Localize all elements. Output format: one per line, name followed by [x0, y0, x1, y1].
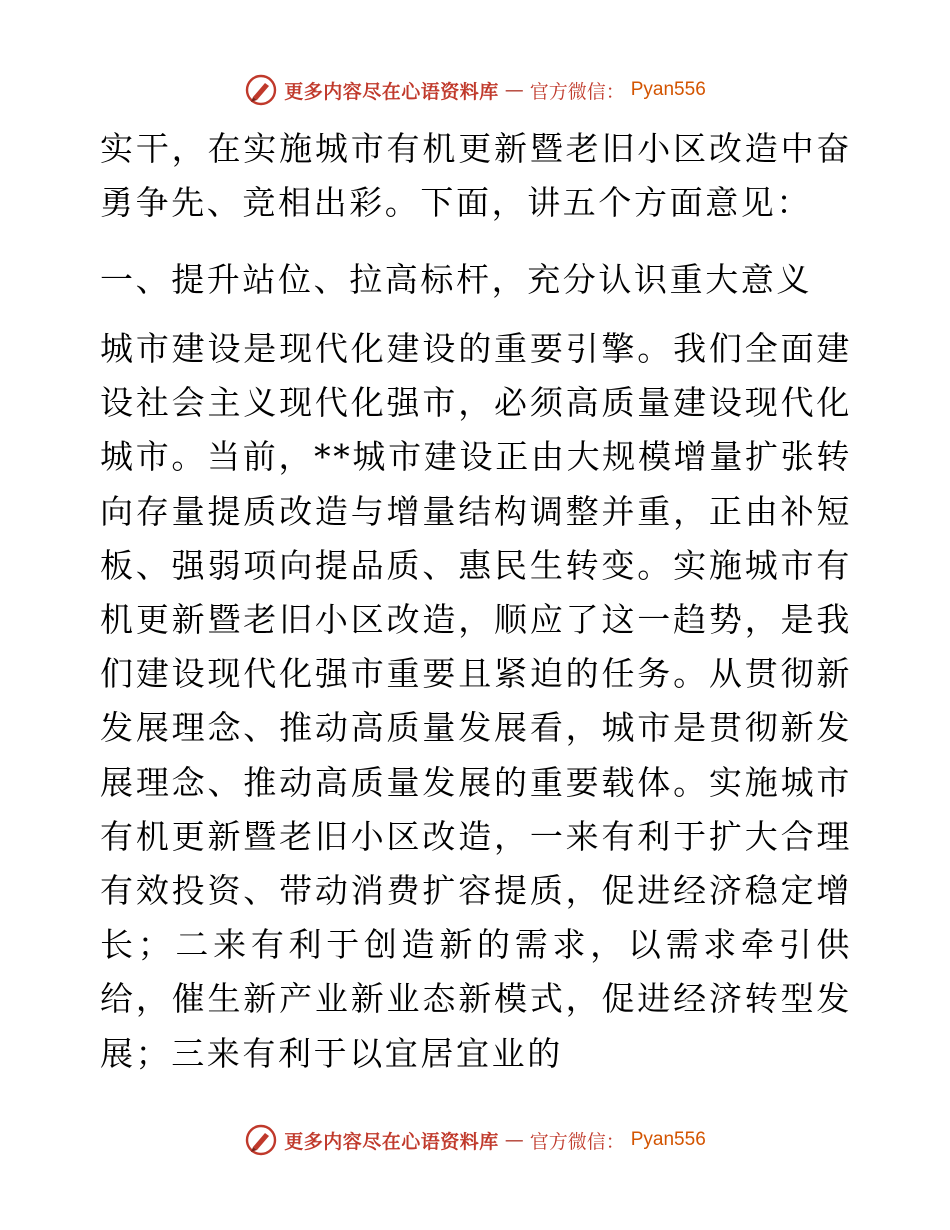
intro-paragraph: 实干，在实施城市有机更新暨老旧小区改造中奋勇争先、竞相出彩。下面，讲五个方面意见： — [100, 129, 852, 223]
watermark-sub-text: 官方微信： — [529, 1130, 625, 1153]
document-body — [100, 122, 852, 1082]
pen-logo-icon — [244, 1123, 278, 1157]
watermark-dash: — — [504, 1129, 524, 1151]
watermark-wechat-id: Pyan556 — [630, 79, 706, 100]
pen-logo-icon — [244, 73, 278, 107]
header-watermark — [0, 68, 950, 112]
watermark-dash: — — [504, 79, 524, 101]
watermark-wechat-id: Pyan556 — [630, 1129, 706, 1150]
section-heading: 一、提升站位、拉高标杆，充分认识重大意义 — [100, 260, 812, 299]
watermark-sub-text: 官方微信： — [529, 80, 625, 103]
watermark-main-text: 更多内容尽在心语资料库 — [284, 80, 499, 103]
body-paragraph: 城市建设是现代化建设的重要引擎。我们全面建设社会主义现代化强市，必须高质量建设现代化城市。当前，**城市建设正由大规模增量扩张转向存量提质改造与增量结构调整并重，正由补短板、强弱项向提品质、惠民生转变。实施城市有机更新暨老旧小区改造，顺应了这一趋势，是我们建设现代化强市重要且紧迫的任务。从贯彻新发展理念、推动高质量发展看，城市是贯彻新发展理念、推动高质量发展的重要载体。实施城市有机更新暨老旧小区改造，一来有利于扩大合理有效投资、带动消费扩容提质，促进经济稳定增长；二来有利于创造新的需求，以需求牵引供给，催生新产业新业态新模式，促进经济转型发展；三来有利于以宜居宜业的 — [100, 329, 852, 1073]
watermark-main-text: 更多内容尽在心语资料库 — [284, 1130, 499, 1153]
footer-watermark — [0, 1118, 950, 1162]
